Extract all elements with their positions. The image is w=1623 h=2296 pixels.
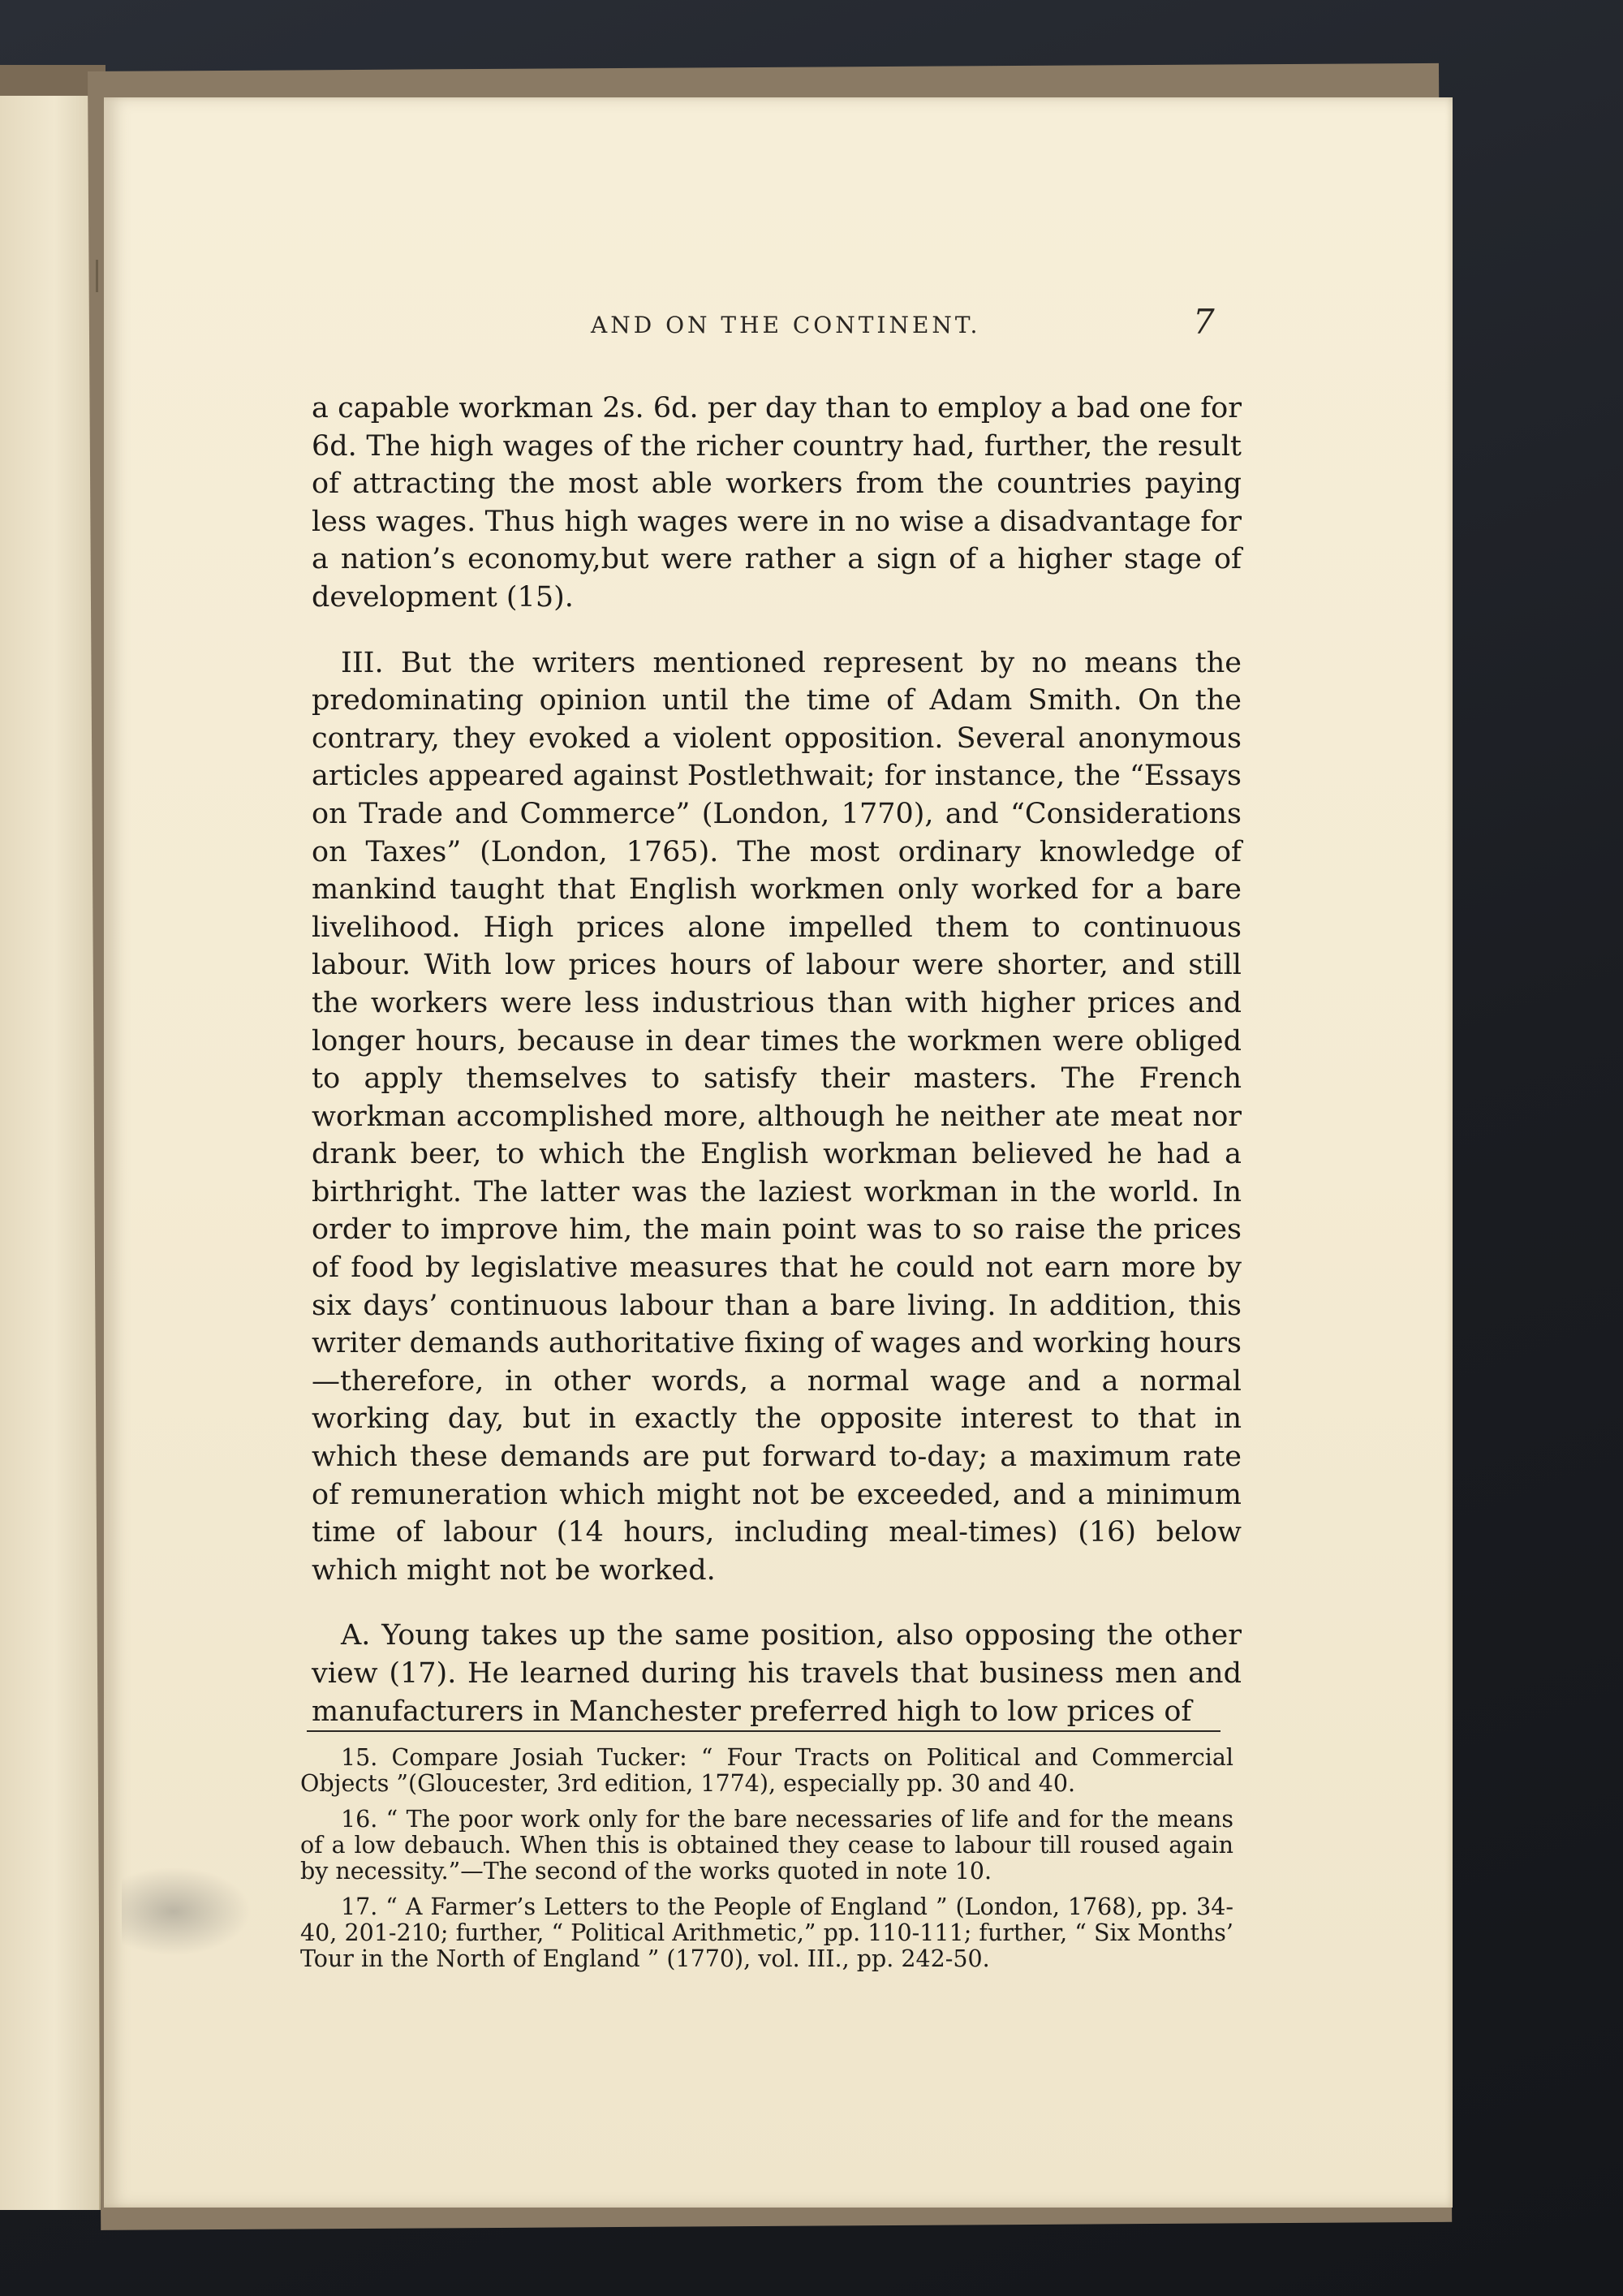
- paragraph-2: III. But the writers mentioned represent by no means the predominating opinion until the time of Adam Smith. On the contrary, they evoked a violent opposition. Several anonymous articles appeared against Postlethwait; for instance, the “Essays on Trade and Commerce” (London, 1770), and “Considerations on Taxes” (London, 1765). The most ordinary knowledge of mankind taught that English workmen only worked for a bare livelihood. High prices alone impelled them to continuous labour. With low prices hours of labour were shorter, and still the workers were less industrious than with higher prices and longer hours, because in dear times the workmen were obliged to apply themselves to satisfy their masters. The French workman accomplished more, although he neither ate meat nor drank beer, to which the English workman believed he had a birthright. The latter was the laziest workman in the world. In order to improve him, the main point was to so raise the prices of food by legislative measures that he could not earn more by six days’ continuous labour than a bare living. In addition, this writer demands authoritative fixing of wages and working hours—therefore, in other words, a normal wage and a normal working day, but in exactly the opposite interest to that in which these demands are put forward to-day; a maximum rate of remuneration which might not be exceeded, and a minimum time of labour (14 hours, including meal-times) (16) below which might not be worked.: [312, 646, 1242, 1587]
- footnote-16: 16. “ The poor work only for the bare necessaries of life and for the means of a low debauch. When this is obtained they cease to labour till roused again by necessity.”—The second of the works quoted in note 10.: [300, 1806, 1233, 1885]
- body-text: [312, 390, 1242, 1730]
- left-page-edge: [0, 96, 101, 2210]
- paragraph-3: A. Young takes up the same position, also opposing the other view (17). He learned during his travels that business men and manufacturers in Manchester preferred high to low prices of: [312, 1619, 1242, 1728]
- ink-smudge: [122, 1867, 252, 1956]
- paragraph-1: a capable workman 2s. 6d. per day than to employ a bad one for 6d. The high wages of the richer country had, further, the result of attracting the most able workers from the countries paying less wages. Thus high wages were in no wise a disadvantage for a nation’s economy,but were rather a sign of a higher stage of development (15).: [312, 392, 1242, 614]
- page-number: 7: [1193, 302, 1215, 342]
- footnote-rule: [307, 1730, 1220, 1732]
- footnote-17: 17. “ A Farmer’s Letters to the People of England ” (London, 1768), pp. 34-40, 201-210; further, “ Political Arithmetic,” pp. 110-111; further, “ Six Months’ Tour in the North of England ” (1770), vol. III., pp. 242-50.: [300, 1893, 1233, 1972]
- running-header: AND ON THE CONTINENT.: [591, 312, 981, 338]
- footnote-15: 15. Compare Josiah Tucker: “ Four Tracts on Political and Commercial Objects ”(Gloucester, 3rd edition, 1774), especially pp. 30 and 40.: [300, 1744, 1233, 1797]
- footnotes: [300, 1745, 1233, 1982]
- gutter-mark: [96, 260, 98, 292]
